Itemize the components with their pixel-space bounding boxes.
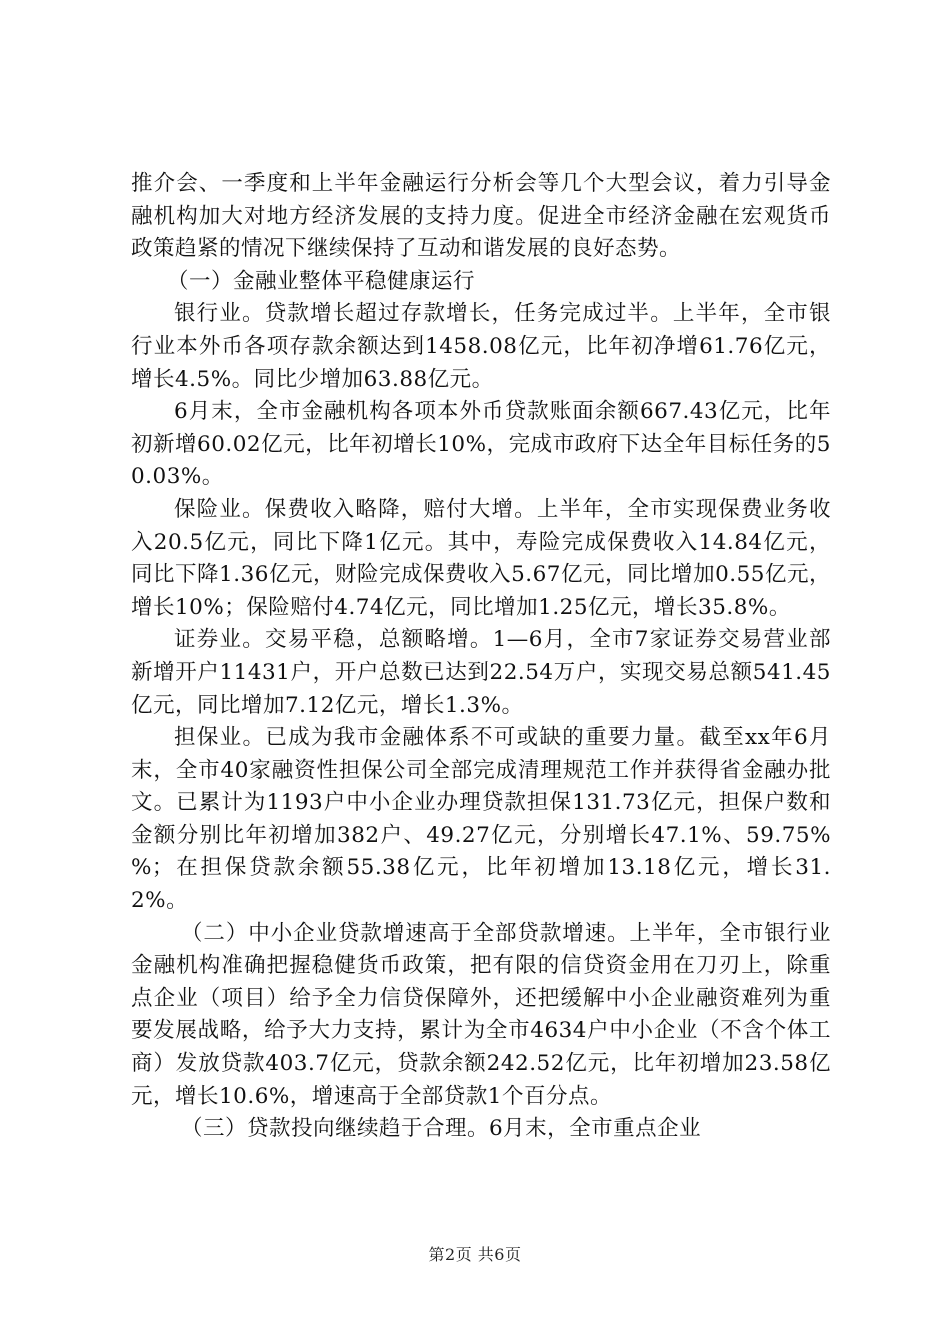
paragraph-intro: 推介会、一季度和上半年金融运行分析会等几个大型会议，着力引导金融机构加大对地方经济发展的支持力度。促进全市经济金融在宏观货币政策趋紧的情况下继续保持了互动和谐发展的良好态势。 [131,171,831,262]
paragraph-loans: 6月末，全市金融机构各项本外币贷款账面余额667.43亿元，比年初新增60.02亿元，比年初增长10%，完成市政府下达全年目标任务的50.03%。 [131,399,831,490]
paragraph-loan-direction: （三）贷款投向继续趋于合理。6月末，全市重点企业 [181,1116,702,1142]
paragraph-banking: 银行业。贷款增长超过存款增长，任务完成过半。上半年，全市银行业本外币各项存款余额达到1458.08亿元，比年初净增61.76亿元，增长4.5%。同比少增加63.88亿元。 [131,301,831,392]
paragraph-insurance: 保险业。保费收入略降，赔付大增。上半年，全市实现保费业务收入20.5亿元，同比下降1亿元。其中，寿险完成保费收入14.84亿元，同比下降1.36亿元，财险完成保费收入5.67亿元，同比增加0.55亿元，增长10%；保险赔付4.74亿元，同比增加1.25亿元，增长35.8%。 [131,496,831,620]
section-heading-1: （一）金融业整体平稳健康运行 [167,268,476,294]
paragraph-sme-loans: （二）中小企业贷款增速高于全部贷款增速。上半年，全市银行业金融机构准确把握稳健货币政策，把有限的信贷资金用在刀刃上，除重点企业（项目）给予全力信贷保障外，还把缓解中小企业融资难列为重要发展战略，给予大力支持，累计为全市4634户中小企业（不含个体工商）发放贷款403.7亿元，贷款余额242.52亿元，比年初增加23.58亿元，增长10.6%，增速高于全部贷款1个百分点。 [131,920,831,1109]
page-number: 第2页 共6页 [428,1245,522,1264]
paragraph-securities: 证券业。交易平稳，总额略增。1—6月，全市7家证券交易营业部新增开户11431户，开户总数已达到22.54万户，实现交易总额541.45亿元，同比增加7.12亿元，增长1.3%。 [131,627,831,718]
document-body [131,168,831,1146]
paragraph-guarantee: 担保业。已成为我市金融体系不可或缺的重要力量。截至xx年6月末，全市40家融资性担保公司全部完成清理规范工作并获得省金融办批文。已累计为1193户中小企业办理贷款担保131.73亿元，担保户数和金额分别比年初增加382户、49.27亿元，分别增长47.1%、59.75%%；在担保贷款余额55.38亿元，比年初增加13.18亿元，增长31.2%。 [131,725,831,914]
